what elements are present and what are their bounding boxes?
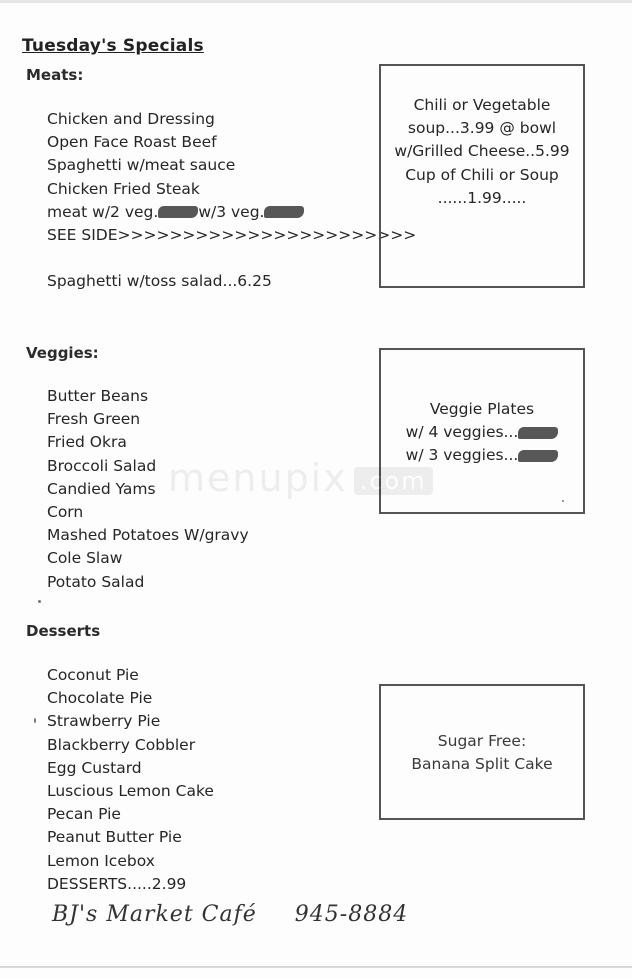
meats-heading: Meats: [26, 66, 84, 84]
meat-veg3-price-redacted [264, 206, 304, 218]
meat-veg2-label: meat w/2 veg. [47, 202, 159, 221]
list-item: DESSERTS.....2.99 [47, 874, 187, 893]
top-border [0, 0, 632, 3]
list-item: Butter Beans [47, 387, 149, 405]
soup-line: Chili or Vegetable [413, 96, 551, 114]
soup-line: w/Grilled Cheese..5.99 [394, 142, 570, 161]
list-item: Lemon Icebox [47, 851, 155, 870]
list-item: Chicken Fried Steak [47, 179, 200, 198]
list-item: Chicken and Dressing [47, 110, 215, 128]
see-side-note: SEE SIDE>>>>>>>>>>>>>>>>>>>>>>> [47, 225, 417, 244]
list-item: Candied Yams [47, 479, 156, 498]
sugar-free-box [379, 684, 585, 820]
bottom-border [0, 966, 632, 968]
soup-line: soup...3.99 @ bowl [407, 119, 557, 138]
veggie-plates-title: Veggie Plates [429, 400, 535, 418]
list-item: Cole Slaw [47, 549, 123, 568]
soup-line: ......1.99..... [437, 188, 527, 207]
watermark-logo: menupix .com [168, 456, 433, 500]
sugar-free-item: Banana Split Cake [411, 755, 553, 774]
list-item: Pecan Pie [47, 805, 121, 824]
list-item: Open Face Roast Beef [47, 133, 217, 152]
list-item: Broccoli Salad [47, 456, 157, 475]
list-item: Chocolate Pie [47, 689, 153, 708]
desserts-list [47, 664, 214, 896]
veggies-heading: Veggies: [26, 344, 99, 362]
veggie4-price-redacted [518, 427, 558, 439]
list-item: Corn [47, 502, 84, 521]
list-item: Fresh Green [47, 410, 141, 429]
paper-speck [38, 600, 41, 603]
meat-veg-price-line [47, 201, 416, 224]
sugar-free-label: Sugar Free: [437, 732, 527, 750]
list-item: Blackberry Cobbler [47, 735, 196, 754]
veggie-plates-3-line: w/ 3 veggies... [381, 444, 583, 467]
spaghetti-salad-item: Spaghetti w/toss salad...6.25 [47, 272, 272, 290]
list-item: Luscious Lemon Cake [47, 781, 214, 800]
soup-line: Cup of Chili or Soup [405, 165, 559, 184]
meat-veg2-price-redacted [158, 206, 198, 218]
list-item: Fried Okra [47, 433, 127, 452]
list-item: Mashed Potatoes W/gravy [47, 526, 249, 545]
meats-extra-list [47, 270, 272, 293]
cafe-name: BJ's Market Café [52, 902, 257, 927]
list-item: Potato Salad [47, 572, 145, 591]
meat-veg3-label: w/3 veg. [198, 202, 265, 221]
cafe-phone: 945-8884 [294, 902, 409, 927]
list-item: Peanut Butter Pie [47, 828, 182, 847]
page-title: Tuesday's Specials [22, 36, 204, 56]
paper-speck [562, 500, 564, 502]
meats-list [47, 108, 416, 247]
desserts-heading: Desserts [26, 622, 101, 640]
soup-special-box [379, 64, 585, 288]
veggie-plates-4-line: w/ 4 veggies... [381, 421, 583, 444]
list-item: Spaghetti w/meat sauce [47, 156, 236, 175]
handwritten-footer [52, 902, 408, 927]
list-item: Strawberry Pie [47, 712, 161, 731]
list-item: Egg Custard [47, 758, 142, 777]
paper-speck [34, 718, 36, 723]
list-item: Coconut Pie [47, 666, 139, 684]
veggie3-price-redacted [518, 450, 558, 462]
